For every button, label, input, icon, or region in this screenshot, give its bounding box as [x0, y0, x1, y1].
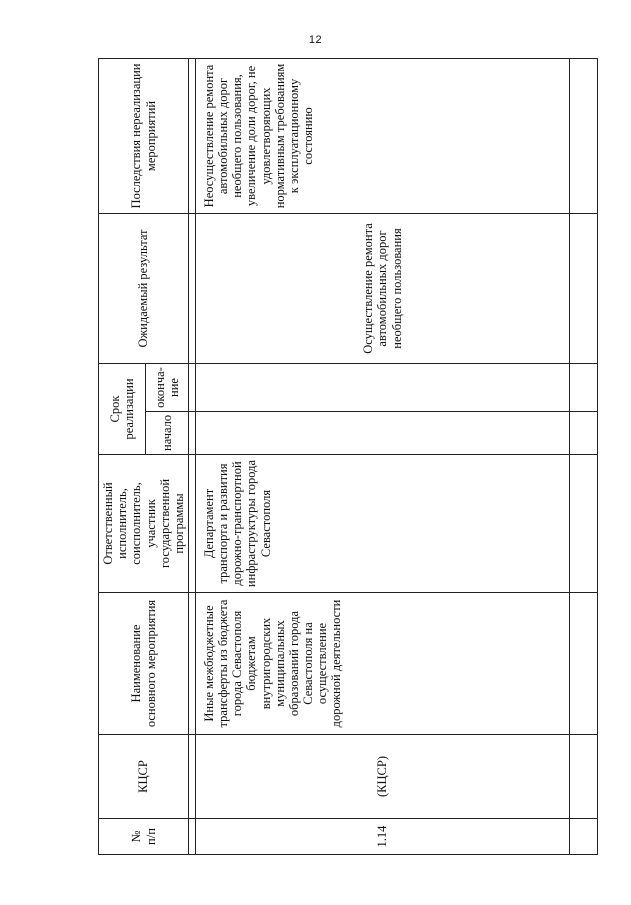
row-num: 1.14 — [196, 819, 570, 855]
row-start — [196, 412, 570, 455]
header-period-end: оконча- ние — [146, 363, 189, 411]
empty-cell — [570, 735, 598, 819]
row-result: Осуществление ремонта автомобильных дорог необщего пользования — [196, 213, 570, 363]
page-number: 12 — [308, 34, 323, 46]
separator-cell — [189, 819, 196, 855]
empty-cell — [570, 819, 598, 855]
header-row-1 — [99, 59, 146, 855]
empty-cell — [570, 59, 598, 214]
table-wrapper — [98, 58, 598, 855]
header-num: № п/п — [99, 819, 189, 855]
empty-cell — [570, 455, 598, 593]
header-period-start: начало — [146, 412, 189, 455]
separator-cell — [189, 59, 196, 214]
separator-cell — [189, 593, 196, 735]
empty-cell — [570, 363, 598, 411]
empty-cell — [570, 213, 598, 363]
row-responsible: Департамент транспорта и развития дорожно-транспортной инфраструктуры города Севастополя — [196, 455, 570, 593]
rotated-table-container — [98, 58, 598, 855]
separator-cell — [189, 455, 196, 593]
table-row — [196, 59, 570, 855]
empty-bottom-row — [570, 59, 598, 855]
separator-cell — [189, 412, 196, 455]
row-kcsr: (КЦСР) — [196, 735, 570, 819]
empty-cell — [570, 593, 598, 735]
program-activities-table — [98, 58, 598, 855]
header-period: Срок реализации — [99, 363, 146, 454]
separator-row — [189, 59, 196, 855]
row-consequences: Неосуществление ремонта автомобильных дорог необщего пользования, увеличение доли дорог, не удовлетворяющих нормативным требованиям к эксплуатационному состоянию — [196, 59, 570, 214]
row-end — [196, 363, 570, 411]
row-name: Иные межбюджетные трансферты из бюджета города Севастополя бюджетам внутригородских муниципальных образований города Севастополя на осуществление дорожной деятельности — [196, 593, 570, 735]
header-consequences: Последствия нереализации мероприятий — [99, 59, 189, 214]
header-result: Ожидаемый результат — [99, 213, 189, 363]
header-kcsr: КЦСР — [99, 735, 189, 819]
header-responsible: Ответственный исполнитель, соисполнитель, участник государственной программы — [99, 455, 189, 593]
empty-cell — [570, 412, 598, 455]
separator-cell — [189, 735, 196, 819]
separator-cell — [189, 363, 196, 411]
header-name: Наименование основного мероприятия — [99, 593, 189, 735]
separator-cell — [189, 213, 196, 363]
